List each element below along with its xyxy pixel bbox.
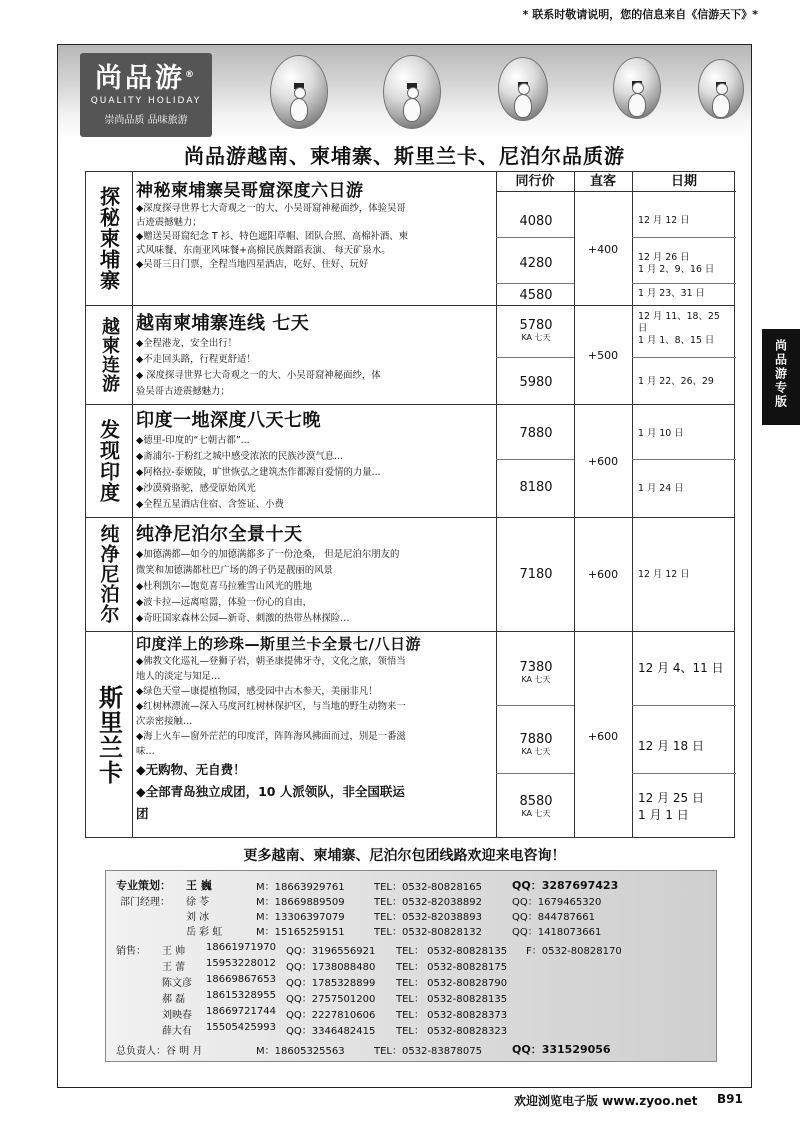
price: 4580	[519, 288, 553, 303]
sales-qq: QQ：1785328899	[286, 978, 376, 989]
sales-tel: TEL： 0532-80828323	[396, 1026, 508, 1037]
contact-name: 岳 彩 虹	[186, 927, 223, 938]
chief-qq: QQ：331529056	[512, 1043, 611, 1056]
tour-title: 越南柬埔寨连线 七天	[136, 313, 310, 334]
tour-description: ◆深度探寻世界七大奇观之一的大、小吴哥窟神秘面纱，体验吴哥 古迹震撼魅力； ◆赠送吴哥窟纪念 T 衫、特色遮阳草帽、团队合照、高棉补酒、柬 式风味餐、东南亚风味餐+高棉民族舞蹈表演、 每天矿泉水。 ◆吴哥三日门票，全程当地四星酒店，吃好、住好、玩好	[136, 203, 409, 270]
col-divider	[632, 172, 633, 837]
col-divider	[496, 172, 497, 837]
departure-date: 12 月 4、11 日	[638, 661, 724, 675]
snow-globe-icon	[698, 59, 744, 119]
contact-tel: TEL：0532-82038892	[374, 897, 482, 908]
section-vietnam-cambodia	[136, 312, 496, 400]
contact-name: 王 巍	[186, 879, 212, 892]
contact-mobile: M：15165259151	[256, 927, 345, 938]
tour-description: ◆德里-印度的“七朝古都”... ◆斋浦尔-于粉红之城中感受浓浓的民族沙漠气息... ◆阿格拉-泰姬陵，旷世恢弘之建筑杰作都源自爱情的力量... ◆沙漠骑骆驼，感受原始风光 ◆全程五星酒店住宿、含签证、小费	[136, 435, 381, 510]
contact-mobile: M：18663929761	[256, 882, 345, 893]
sales-name: 王 帅	[162, 946, 186, 957]
sales-qq: QQ：3196556921	[286, 946, 376, 957]
price: 8180	[519, 480, 553, 495]
section-nepal	[136, 523, 496, 627]
departure-date: 1 月 24 日	[638, 483, 684, 494]
sales-mobile: 18615328955	[206, 990, 276, 1001]
sales-tel: TEL： 0532-80828135	[396, 994, 508, 1005]
contact-mobile: M：13306397079	[256, 912, 345, 923]
contact-panel	[105, 870, 717, 1062]
sales-mobile: 18661971970	[206, 942, 276, 953]
departure-date: 12 月 12 日	[638, 215, 690, 226]
snow-globe-icon	[383, 55, 441, 129]
tour-title: 印度洋上的珍珠—斯里兰卡全景七/八日游	[136, 635, 421, 653]
header-banner	[58, 45, 751, 138]
side-label-sri-lanka: 斯里兰卡	[94, 685, 123, 785]
price: 8580 KA 七天	[519, 794, 553, 818]
header-date: 日期	[632, 172, 736, 192]
tour-highlights: ◆无购物、无自费！ ◆全部青岛独立成团，10 人派领队，非全国联运 团	[136, 762, 405, 821]
direct-price-diff: +600	[587, 568, 619, 581]
tour-description: ◆全程港龙，安全出行！ ◆不走回头路，行程更舒适！ ◆ 深度探寻世界七大奇观之一的大、小吴哥窟神秘面纱，体 验吴哥古迹震撼魅力；	[136, 338, 381, 397]
side-label-india: 发现印度	[96, 418, 121, 503]
departure-date: 1 月 23、31 日	[638, 288, 705, 299]
tour-title: 印度一地深度八天七晚	[136, 410, 321, 431]
contact-label: 专业策划：	[116, 879, 171, 892]
sales-tel: TEL： 0532-80828373	[396, 1010, 508, 1021]
contact-qq: QQ：844787661	[512, 912, 596, 923]
contact-name: 徐 苓	[186, 897, 210, 908]
direct-price-diff: +400	[587, 243, 619, 256]
sales-tel: TEL： 0532-80828175	[396, 962, 508, 973]
sales-qq: QQ：2757501200	[286, 994, 376, 1005]
sales-qq: QQ：3346482415	[286, 1026, 376, 1037]
header-peer-price: 同行价	[496, 172, 574, 192]
logo-tagline: 崇尚品质 品味旅游	[104, 115, 188, 126]
price: 5980	[519, 375, 553, 390]
tour-description: ◆佛教文化巡礼—登狮子岩，朝圣康提佛牙寺，文化之旅，领悟当 地人的淡定与知足… ◆绿色天堂—康提植物园，感受园中古木参天，美丽非凡！ ◆红树林漂流—深入马度河红树林保护区，与当地的野生动物来一 次亲密接触… ◆海上火车—窗外茫茫的印度洋，阵阵海风拂面而过，别是一番滋 味…	[136, 656, 406, 757]
logo-main-text: 尚品游	[95, 63, 185, 94]
sales-mobile: 18669721744	[206, 1006, 276, 1017]
source-note: * 联系时敬请说明，您的信息来自《信游天下》*	[522, 8, 758, 21]
sales-qq: QQ：1738088480	[286, 962, 376, 973]
price: 4280	[519, 256, 553, 271]
price: 4080	[519, 214, 553, 229]
price: 5780 KA 七天	[519, 318, 553, 342]
contact-mobile: M：18669889509	[256, 897, 345, 908]
sales-label: 销售：	[116, 946, 146, 957]
side-label-vn-kh: 越柬连游	[99, 316, 120, 393]
sales-name: 陈文彦	[162, 978, 192, 989]
sales-name: 王 蕾	[162, 962, 186, 973]
price: 7380 KA 七天	[519, 660, 553, 684]
sales-mobile: 15953228012	[206, 958, 276, 969]
departure-date: 12 月 25 日 1 月 1 日	[638, 791, 704, 822]
tour-title: 纯净尼泊尔全景十天	[136, 524, 303, 545]
section-sri-lanka	[136, 634, 496, 825]
direct-price-diff: +600	[587, 730, 619, 743]
sales-tel: TEL： 0532-80828790	[396, 978, 508, 989]
direct-price-diff: +500	[587, 349, 619, 362]
departure-date: 12 月 12 日	[638, 569, 690, 580]
side-label-cambodia: 探秘柬埔寨	[96, 186, 121, 291]
page-number: B91	[717, 1092, 743, 1106]
registered-mark: ®	[185, 70, 197, 80]
sales-name: 郝 磊	[162, 994, 186, 1005]
sales-qq: QQ：2227810606	[286, 1010, 376, 1021]
departure-date: 12 月 26 日 1 月 2、9、16 日	[638, 252, 715, 275]
sales-name: 薛大有	[162, 1026, 192, 1037]
sales-mobile: 15505425993	[206, 1022, 276, 1033]
inquiry-line: 更多越南、柬埔寨、尼泊尔包团线路欢迎来电咨询！	[243, 848, 566, 864]
sales-fax: F：0532-80828170	[526, 946, 622, 957]
tour-title: 神秘柬埔寨吴哥窟深度六日游	[136, 181, 364, 201]
price: 7880	[519, 426, 553, 441]
tour-table	[85, 171, 735, 838]
col-divider	[132, 172, 133, 837]
footer-website: 欢迎浏览电子版 www.zyoo.net	[514, 1094, 698, 1108]
header-direct: 直客	[574, 172, 632, 192]
snow-globe-icon	[270, 55, 328, 129]
brand-logo	[80, 53, 212, 137]
departure-date: 1 月 22、26、29	[638, 376, 714, 387]
contact-qq: QQ：1679465320	[512, 897, 602, 908]
page-title: 尚品游越南、柬埔寨、斯里兰卡、尼泊尔品质游	[184, 144, 625, 168]
snow-globe-icon	[613, 57, 661, 119]
contact-qq: QQ：1418073661	[512, 927, 602, 938]
tour-description: ◆加德满都—如今的加德满都多了一份沧桑， 但是尼泊尔朋友的 微笑和加德满都杜巴广场的鸽子仍是靓丽的风景 ◆杜利凯尔—饱览喜马拉雅雪山风光的胜地 ◆波卡拉—远离喧嚣，体验一份心的自由， ◆奇旺国家森林公园—新奇、刺激的热带丛林探险…	[136, 549, 400, 624]
edition-tab: 尚品游专版	[762, 329, 800, 425]
contact-tel: TEL：0532-80828165	[374, 882, 482, 893]
direct-price-diff: +600	[587, 455, 619, 468]
departure-date: 1 月 10 日	[638, 428, 684, 439]
contact-qq: QQ：3287697423	[512, 879, 619, 892]
side-label-nepal: 纯净尼泊尔	[97, 524, 120, 624]
contact-tel: TEL：0532-82038893	[374, 912, 482, 923]
contact-name: 刘 冰	[186, 912, 210, 923]
contact-label: 部门经理：	[120, 897, 170, 908]
departure-date: 12 月 18 日	[638, 739, 704, 753]
snow-globe-icon	[498, 57, 548, 121]
price: 7880 KA 七天	[519, 732, 553, 756]
contact-tel: TEL：0532-80828132	[374, 927, 482, 938]
section-india	[136, 409, 496, 513]
chief-label: 总负责人：谷 明 月	[116, 1046, 203, 1057]
logo-english: QUALITY HOLIDAY	[90, 96, 202, 106]
chief-tel: TEL：0532-83878075	[374, 1046, 482, 1057]
departure-date: 12 月 11、18、25 日 1 月 1、8、15 日	[638, 311, 720, 346]
sales-mobile: 18669867653	[206, 974, 276, 985]
price: 7180	[519, 567, 553, 582]
sales-tel: TEL： 0532-80828135	[396, 946, 508, 957]
section-cambodia	[136, 180, 496, 272]
sales-name: 刘映春	[162, 1010, 192, 1021]
chief-mobile: M：18605325563	[256, 1046, 345, 1057]
